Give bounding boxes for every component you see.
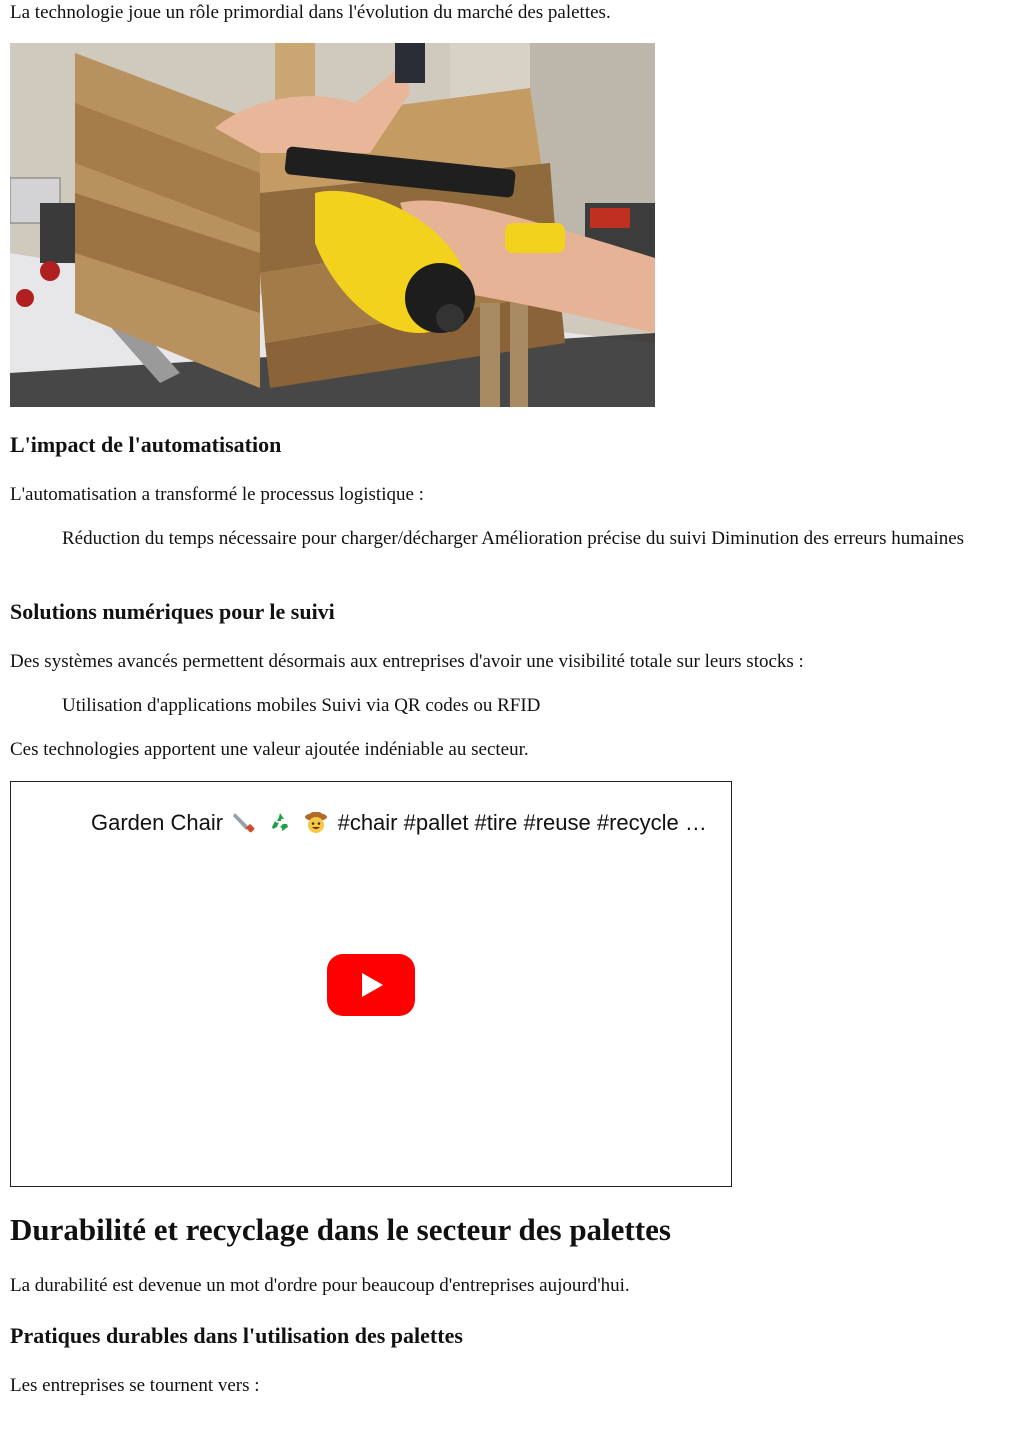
sustainability-heading: Durabilité et recyclage dans le secteur des palettes [10,1212,671,1247]
cowboy-face-icon [304,810,328,834]
video-title-hashtags: #chair #pallet #tire #reuse #recycle … [337,810,707,835]
digital-text: Des systèmes avancés permettent désormais aux entreprises d'avoir une visibilité totale sur leurs stocks : [10,651,804,672]
digital-heading: Solutions numériques pour le suivi [10,599,335,624]
sustainability-text: La durabilité est devenue un mot d'ordre pour beaucoup d'entreprises aujourd'hui. [10,1275,630,1296]
sustainable-practices-text: Les entreprises se tournent vers : [10,1375,260,1396]
sustainable-practices-heading: Pratiques durables dans l'utilisation des palettes [10,1323,463,1348]
intro-paragraph: La technologie joue un rôle primordial dans l'évolution du marché des palettes. [10,2,611,23]
pallet-crate-photo [10,43,655,407]
recycle-icon [268,810,292,834]
video-title[interactable] [91,810,707,836]
video-title-start: Garden Chair [91,810,224,835]
automation-heading: L'impact de l'automatisation [10,432,282,457]
digital-conclusion: Ces technologies apportent une valeur ajoutée indéniable au secteur. [10,739,529,760]
automation-text: L'automatisation a transformé le processus logistique : [10,484,424,505]
play-button-icon[interactable] [327,954,415,1016]
automation-quote: Réduction du temps nécessaire pour charger/décharger Amélioration précise du suivi Diminution des erreurs humaines [62,528,965,549]
saw-icon [232,810,256,834]
digital-quote: Utilisation d'applications mobiles Suivi via QR codes ou RFID [62,695,541,716]
video-embed[interactable] [10,781,732,1187]
